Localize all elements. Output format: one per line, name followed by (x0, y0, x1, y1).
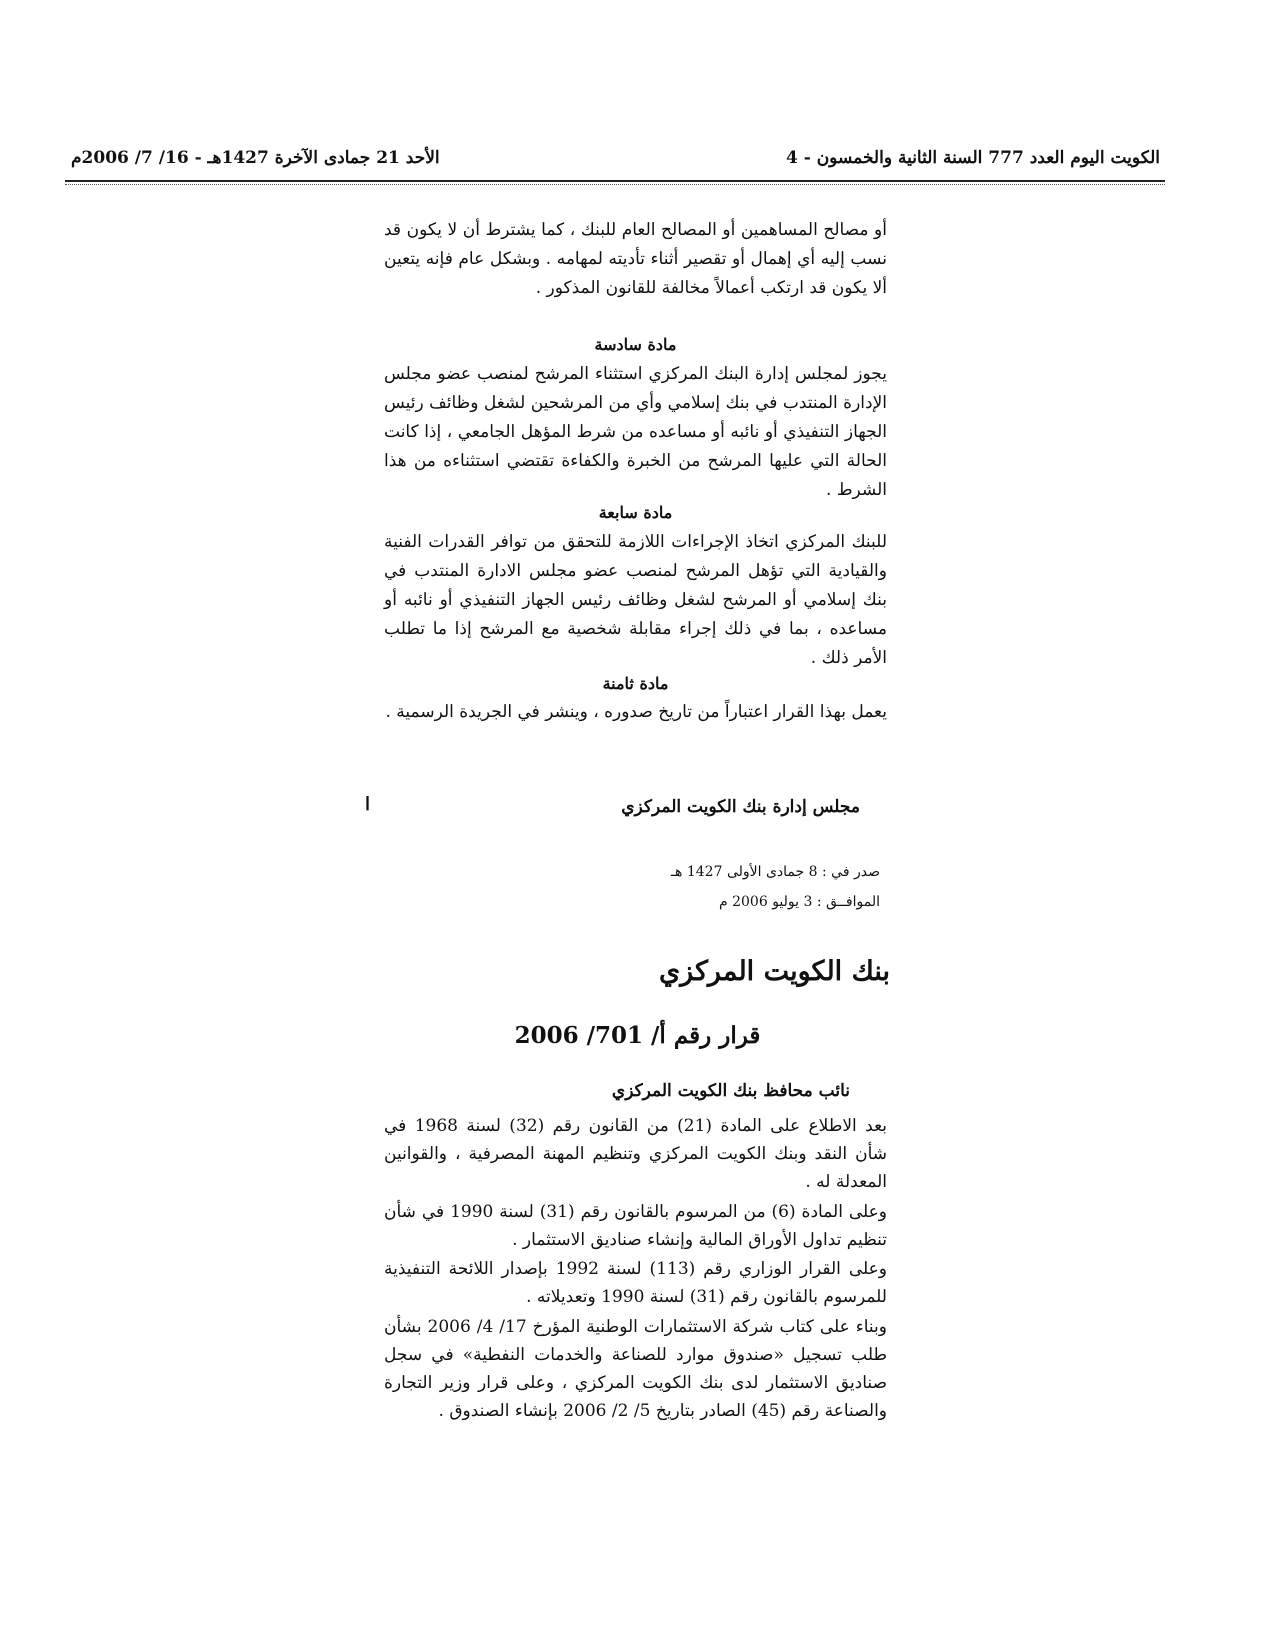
article-6-heading: مادة سادسة (594, 335, 677, 354)
recital-paragraph: بعد الاطلاع على المادة (21) من القانون رقم (32) لسنة 1968 في شأن النقد وبنك الكويت المركزي وتنظيم المهنة المصرفية ، والقوانين المعدلة له . (384, 1116, 888, 1192)
issue-date-hijri: صدر في : 8 جمادى الأولى 1427 هـ (670, 864, 880, 880)
decision-number-title: قرار رقم أ/ 701/ 2006 (514, 1022, 761, 1049)
header-divider (65, 180, 1165, 182)
central-bank-title: بنك الكويت المركزي (659, 956, 890, 987)
issue-date-gregorian: الموافــق : 3 يوليو 2006 م (718, 894, 880, 910)
article-8-heading: مادة ثامنة (602, 674, 669, 693)
article-6-text: يجوز لمجلس إدارة البنك المركزي استثناء المرشح لمنصب عضو مجلس الإدارة المنتدب في بنك إسلامي وأي من المرشحين لشغل وظائف رئيس الجهاز التنفيذي أو نائبه أو مساعده من شرط المؤهل الجامعي ، إذا كانت الحالة التي عليها المرشح من الخبرة والكفاءة تقتضي استثناءه من هذا الشرط . (384, 364, 887, 500)
continuation-paragraph: أو مصالح المساهمين أو المصالح العام للبنك ، كما يشترط أن لا يكون قد نسب إليه أي إهمال أو تقصير أثناء تأديته لمهامه . وبشكل عام فإنه يتعين ألا يكون قد ارتكب أعمالاً مخالفة للقانون المذكور . (384, 220, 887, 298)
gazette-issue-header: الكويت اليوم العدد 777 السنة الثانية والخمسون - 4 (785, 148, 1160, 168)
recital-paragraph: وعلى المادة (6) من المرسوم بالقانون رقم (31) لسنة 1990 في شأن تنظيم تداول الأوراق المالية وإنشاء صناديق الاستثمار . (384, 1202, 888, 1250)
board-signature: مجلس إدارة بنك الكويت المركزي (621, 797, 860, 817)
deputy-governor-heading: نائب محافظ بنك الكويت المركزي (611, 1081, 850, 1101)
recital-paragraph: وبناء على كتاب شركة الاستثمارات الوطنية المؤرخ 17/ 4/ 2006 بشأن طلب تسجيل «صندوق موارد للصناعة والخدمات النفطية» في سجل صناديق الاستثمار لدى بنك الكويت المركزي ، وعلى قرار وزير التجارة والصناعة رقم (45) الصادر بتاريخ 5/ 2/ 2006 بإنشاء الصندوق . (384, 1317, 888, 1421)
article-7-heading: مادة سابعة (598, 503, 673, 522)
header-divider-dotted (65, 184, 1165, 185)
gazette-date-header: الأحد 21 جمادى الآخرة 1427هـ - 16/ 7/ 2006م (71, 148, 440, 168)
signature-mark: ا (365, 794, 371, 815)
recital-paragraph: وعلى القرار الوزاري رقم (113) لسنة 1992 بإصدار اللائحة التنفيذية للمرسوم بالقانون رقم (31) لسنة 1990 وتعديلاته . (384, 1259, 888, 1307)
article-7-text: للبنك المركزي اتخاذ الإجراءات اللازمة للتحقق من توافر القدرات الفنية والقيادية التي تؤهل المرشح لمنصب عضو مجلس الادارة المنتدب في بنك إسلامي أو المرشح لشغل وظائف رئيس الجهاز التنفيذي أو نائبه أو مساعده ، بما في ذلك إجراء مقابلة شخصية مع المرشح إذا ما تطلب الأمر ذلك . (384, 532, 887, 668)
article-8-text: يعمل بهذا القرار اعتباراً من تاريخ صدوره ، وينشر في الجريدة الرسمية . (385, 702, 887, 722)
issue-date-block (560, 857, 880, 917)
